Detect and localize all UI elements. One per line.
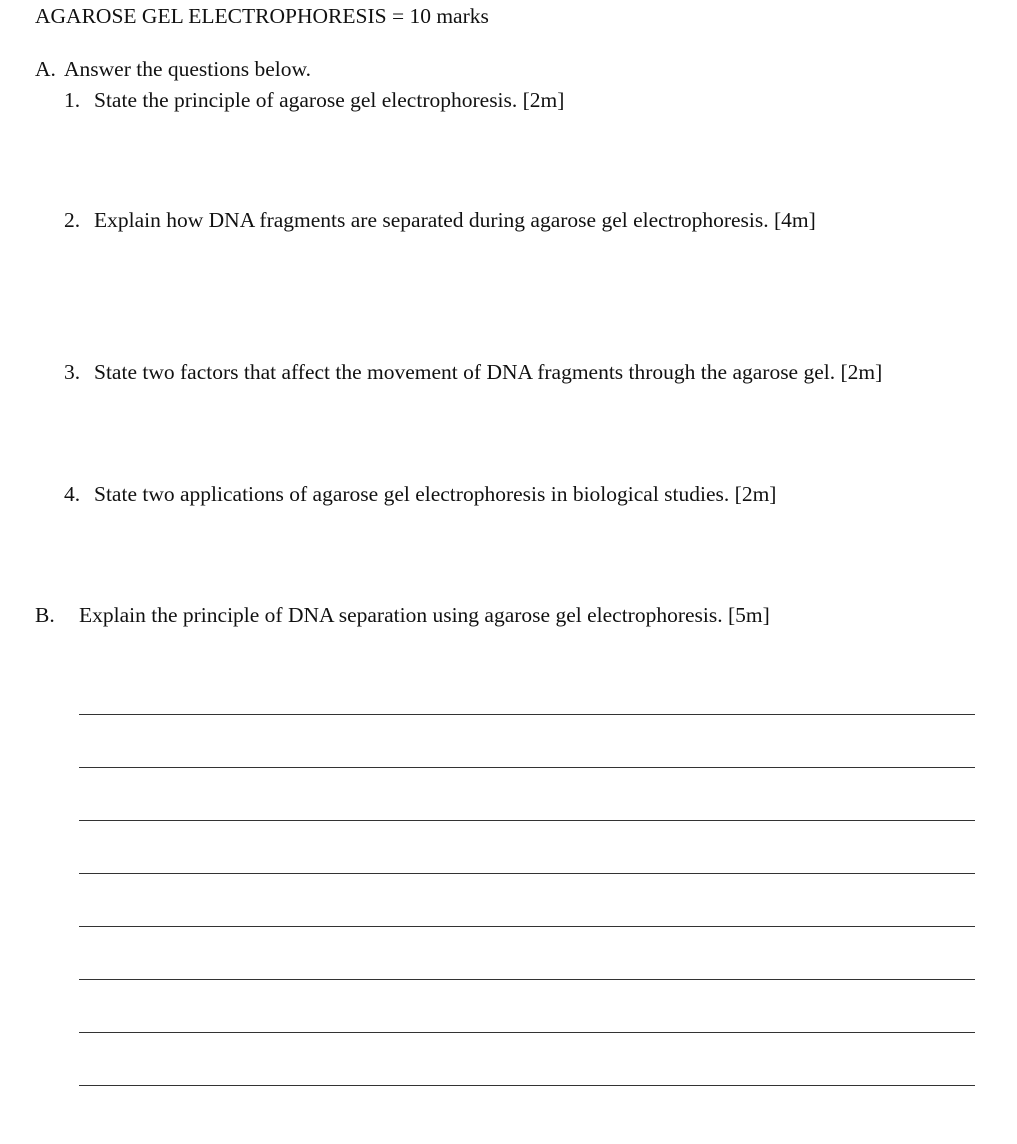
worksheet-title: AGAROSE GEL ELECTROPHORESIS = 10 marks [35,4,489,28]
answer-line[interactable] [79,873,975,874]
answer-line[interactable] [79,979,975,980]
question-text: State two factors that affect the movement of DNA fragments through the agarose gel. [2m] [94,360,883,384]
question-text: State two applications of agarose gel electrophoresis in biological studies. [2m] [94,482,777,506]
answer-line[interactable] [79,1032,975,1033]
question-number: 1. [64,88,81,112]
section-b-question: Explain the principle of DNA separation using agarose gel electrophoresis. [5m] [79,603,770,627]
section-b-label: B. [35,603,55,627]
question-text: State the principle of agarose gel electrophoresis. [2m] [94,88,565,112]
question-number: 3. [64,360,81,384]
answer-line[interactable] [79,926,975,927]
question-number: 2. [64,208,81,232]
answer-line[interactable] [79,820,975,821]
answer-line[interactable] [79,1085,975,1086]
question-number: 4. [64,482,81,506]
answer-line[interactable] [79,714,975,715]
section-a-label: A. [35,57,56,81]
section-a-heading: Answer the questions below. [64,57,312,81]
answer-line[interactable] [79,767,975,768]
question-text: Explain how DNA fragments are separated during agarose gel electrophoresis. [4m] [94,208,816,232]
